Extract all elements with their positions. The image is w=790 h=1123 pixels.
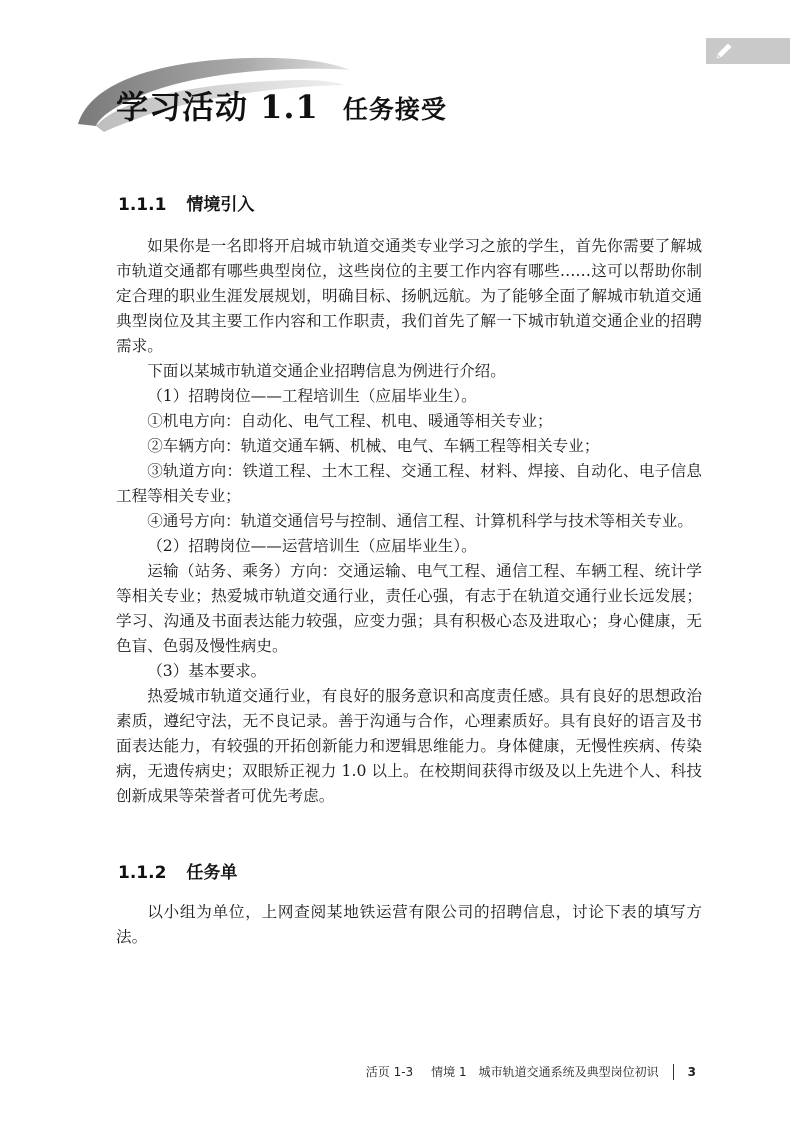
paragraph: ③轨道方向：铁道工程、土木工程、交通工程、材料、焊接、自动化、电子信息工程等相关专业； [116,462,702,505]
paragraph: ④通号方向：轨道交通信号与控制、通信工程、计算机科学与技术等相关专业。 [147,512,693,530]
activity-label: 学习活动 1.1 [116,88,319,126]
section-number: 1.1.2 [118,863,167,883]
section-body-1-1-2 [116,900,702,950]
section-heading-1-1-2 [118,858,237,883]
paragraph: ①机电方向：自动化、电气工程、机电、暖通等相关专业； [147,412,553,430]
pencil-icon [714,41,736,61]
page-footer [366,1063,696,1080]
section-body-1-1-1 [116,234,702,809]
paragraph: （3）基本要求。 [147,662,267,680]
corner-tab [706,38,790,64]
paragraph: 以小组为单位，上网查阅某地铁运营有限公司的招聘信息，讨论下表的填写方法。 [116,903,702,946]
footer-divider [673,1064,674,1080]
paragraph: （2）招聘岗位——运营培训生（应届毕业生）。 [147,537,477,555]
section-title: 情境引入 [186,195,255,215]
paragraph: ②车辆方向：轨道交通车辆、机械、电气、车辆工程等相关专业； [147,437,600,455]
activity-title [116,82,447,128]
page-number: 3 [687,1064,696,1079]
section-title: 任务单 [186,863,238,883]
paragraph: 如果你是一名即将开启城市轨道交通类专业学习之旅的学生，首先你需要了解城市轨道交通都有哪些典型岗位，这些岗位的主要工作内容有哪些……这可以帮助你制定合理的职业生涯发展规划，明确目标、扬帆远航。为了能够全面了解城市轨道交通典型岗位及其主要工作内容和工作职责，我们首先了解一下城市轨道交通企业的招聘需求。 [116,237,702,355]
paragraph: 热爱城市轨道交通行业，有良好的服务意识和高度责任感。具有良好的思想政治素质，遵纪守法，无不良记录。善于沟通与合作，心理素质好。具有良好的语言及书面表达能力，有较强的开拓创新能力和逻辑思维能力。身体健康，无慢性疾病、传染病，无遗传病史；双眼矫正视力 1.0 以上。在校期间获得市级及以上先进个人、科技创新成果等荣誉者可优先考虑。 [116,687,702,805]
activity-name: 任务接受 [342,95,447,124]
paragraph: 运输（站务、乘务）方向：交通运输、电气工程、通信工程、车辆工程、统计学等相关专业；热爱城市轨道交通行业，责任心强，有志于在轨道交通行业长远发展；学习、沟通及书面表达能力较强，应变力强；具有积极心态及进取心；身心健康，无色盲、色弱及慢性病史。 [116,562,702,655]
paragraph: （1）招聘岗位——工程培训生（应届毕业生）。 [147,387,477,405]
footer-chapter-title: 城市轨道交通系统及典型岗位初识 [478,1065,659,1079]
footer-page-label: 活页 1-3 [365,1065,414,1079]
section-heading-1-1-1 [118,190,254,215]
footer-chapter-label: 情境 1 [431,1065,467,1079]
paragraph: 下面以某城市轨道交通企业招聘信息为例进行介绍。 [147,362,506,380]
section-number: 1.1.1 [118,195,167,215]
